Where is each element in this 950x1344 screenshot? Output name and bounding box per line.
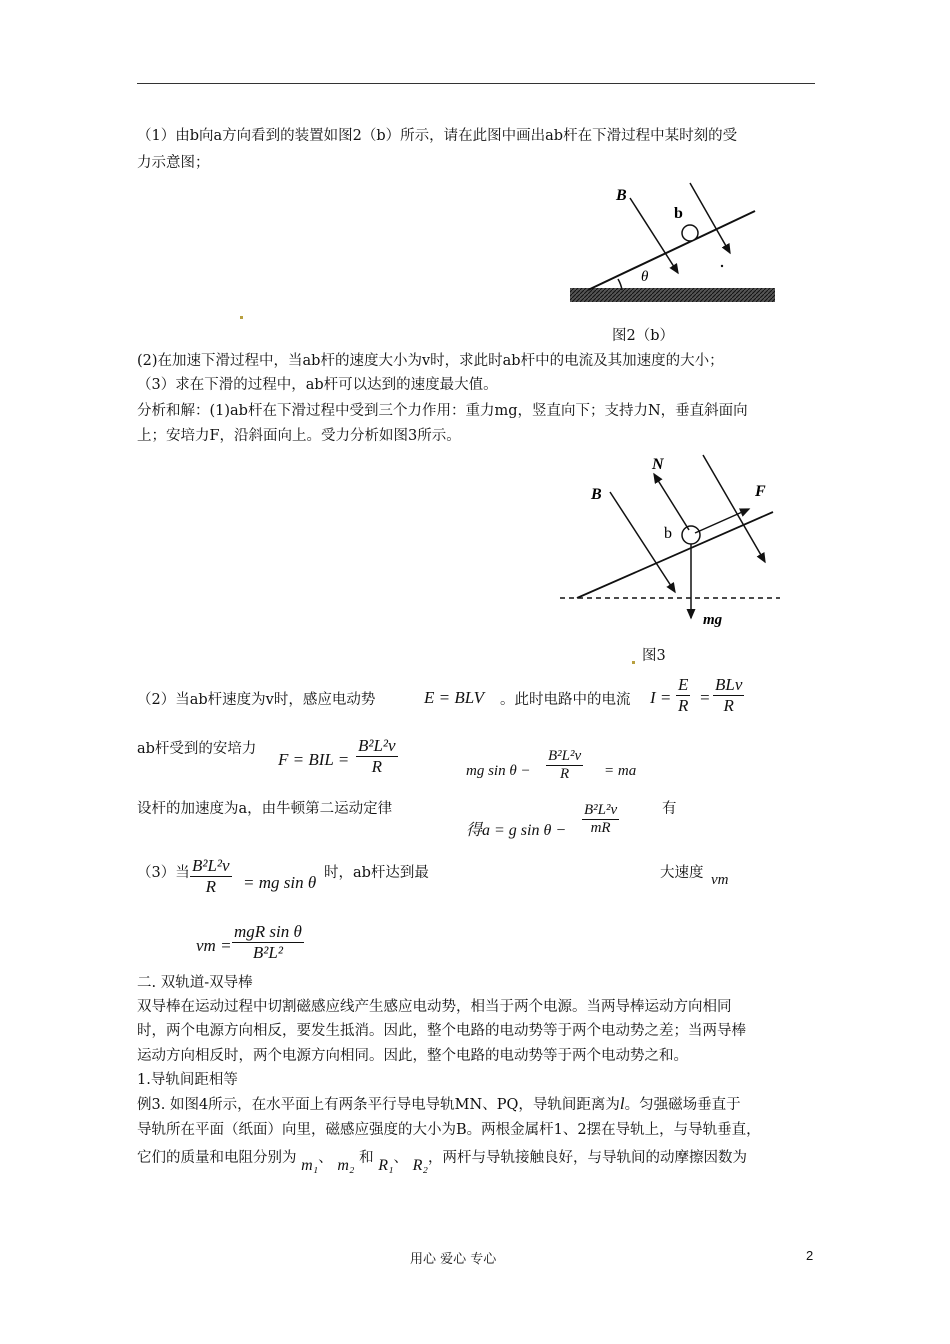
section-2-para-line1: 双导棒在运动过程中切割磁感应线产生感应电动势，相当于两个电源。当两导棒运动方向相同 [137, 999, 732, 1015]
newton-lhs: mg sin θ − [466, 763, 531, 779]
current-fraction-1: $\frac{E}{R}$ [678, 675, 689, 715]
section-2-para-line2: 时，两个电源方向相反，要发生抵消。因此，整个电路的电动势等于两个电动势之差；当两导棒 [137, 1023, 746, 1039]
rod-b-circle [682, 526, 700, 544]
vm-fraction: mgR sin θ B²L² [234, 922, 302, 962]
label-B: B [591, 486, 602, 503]
figure-3 [555, 450, 785, 635]
solution-3-prefix: （3）当 [137, 865, 190, 881]
incline-line [588, 211, 755, 290]
accel-text: 设杆的加速度为a，由牛顿第二运动定律 [137, 801, 393, 817]
label-N: N [652, 456, 664, 473]
newton-rhs: = ma [604, 763, 637, 779]
solution-3-rhs: = mg sin θ [243, 873, 317, 892]
figure-3-caption: 图3 [642, 648, 666, 664]
example-3-line3: 它们的质量和电阻分别为 m₁、 m₂ 和 R₁、 R₂，两杆与导轨接触良好，与导轨间的动摩擦因数为 [137, 1150, 747, 1174]
analysis-line1: 分析和解：(1)ab杆在下滑过程中受到三个力作用：重力mg，竖直向下；支持力N，垂直斜面向 [137, 403, 748, 419]
max-speed-text: 大速度 [660, 865, 704, 881]
label-mg: mg [703, 612, 723, 628]
you-text: 有 [662, 801, 677, 817]
example-3-line2: 导轨所在平面（纸面）向里，磁感应强度的大小为B。两根金属杆1、2摆在导轨上，与导轨垂直， [137, 1122, 761, 1138]
page-number: 2 [806, 1248, 814, 1263]
accel-fraction: $\frac{\text{B²L²v}}{mR}$ [584, 802, 618, 836]
solution-2-prefix: （2）当ab杆速度为v时，感应电动势 [137, 692, 376, 708]
figure-2b [560, 178, 790, 313]
accel-lhs: 得a = g sin θ − [466, 822, 567, 839]
vm-lhs: vm = [196, 936, 232, 955]
current-fraction-2: BLv R [715, 675, 743, 715]
field-line-1 [610, 492, 675, 592]
label-theta: θ [641, 269, 649, 285]
normal-force-arrow [654, 474, 689, 530]
field-line-2 [703, 455, 765, 562]
field-line-1 [630, 198, 678, 273]
example-3-line1: 例3. 如图4所示，在水平面上有两条平行导电导轨MN、PQ，导轨间距离为l。匀强磁场垂直于 [137, 1094, 741, 1113]
solution-3-fraction: $\frac{\text{B²L²v}}{R}$ [192, 856, 230, 896]
question-3: （3）求在下滑的过程中，ab杆可以达到的速度最大值。 [137, 377, 498, 393]
rod-b-circle [682, 225, 698, 241]
footer-slogan: 用心 爱心 专心 [410, 1252, 497, 1267]
vm-symbol: vm [711, 872, 729, 888]
question-2: (2)在加速下滑过程中，当ab杆的速度大小为v时，求此时ab杆中的电流及其加速度的大小； [137, 353, 724, 369]
label-b: b [664, 525, 672, 542]
field-line-2 [690, 183, 730, 253]
header-rule [137, 83, 815, 84]
current-lhs: I = [650, 688, 672, 707]
label-B: B [616, 187, 627, 204]
section-2-para-line3: 运动方向相反时，两个电源方向相同。因此，整个电路的电动势等于两个电动势之和。 [137, 1048, 688, 1064]
emf-equation: E = BLV [424, 688, 484, 707]
label-b: b [674, 205, 683, 222]
force-lhs: F = BIL = [278, 750, 350, 769]
label-F: F [755, 483, 766, 500]
ground-hatch [570, 288, 775, 302]
analysis-line2: 上；安培力F，沿斜面向上。受力分析如图3所示。 [137, 428, 461, 444]
question-1-line1: （1）由b向a方向看到的装置如图2（b）所示，请在此图中画出ab杆在下滑过程中某时刻的受 [137, 128, 738, 144]
figure-2b-caption: 图2（b） [612, 328, 675, 344]
force-fraction: $\frac{\text{B²L²v}}{R}$ [358, 736, 396, 776]
force-prefix: ab杆受到的安培力 [137, 741, 257, 757]
section-2-title: 二. 双轨道-双导棒 [137, 975, 253, 991]
solution-3-suffix: 时，ab杆达到最 [324, 865, 429, 881]
newton-fraction: $\frac{\text{B²L²v}}{R}$ [548, 748, 582, 782]
subsection-1: 1.导轨间距相等 [137, 1072, 238, 1088]
question-1-line2: 力示意图； [137, 155, 210, 171]
solution-2-mid: 。此时电路中的电流 [500, 692, 631, 708]
